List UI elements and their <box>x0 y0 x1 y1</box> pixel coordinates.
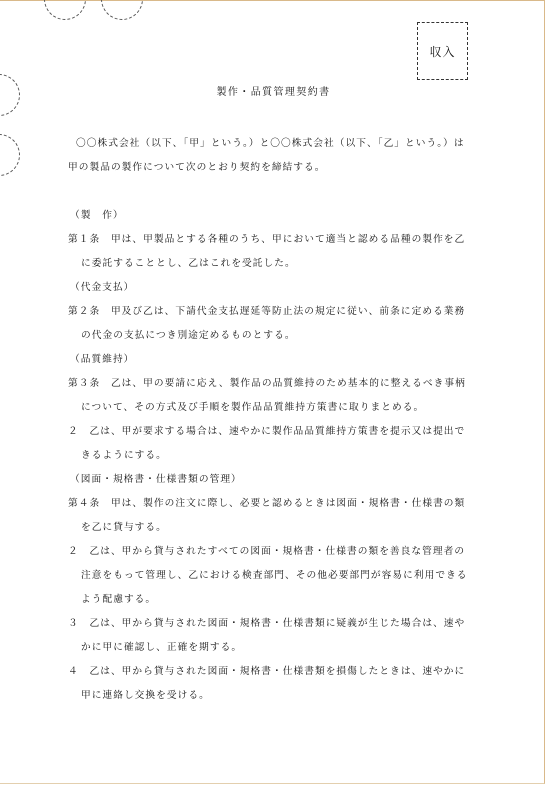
article-line: を乙に貸与する。 <box>81 522 167 533</box>
revenue-stamp-box <box>417 22 468 80</box>
document-title: 製作・品質管理契約書 <box>216 87 331 98</box>
article-line: 注意をもって管理し、乙における検査部門、その他必要部門が容易に利用できる <box>81 570 468 581</box>
article-line: ４ 乙は、甲から貸与された図面・規格書・仕様書類を損傷したときは、速やかに <box>68 666 466 677</box>
section-heading: （代金支払） <box>70 282 135 293</box>
article-line: きるようにする。 <box>81 450 167 461</box>
section-heading: （品質維持） <box>70 354 135 365</box>
article-line: ２ 乙は、甲が要求する場合は、速やかに製作品品質維持方策書を提示又は提出で <box>68 426 466 437</box>
preamble-line: 〇〇株式会社（以下、「甲」という。）と〇〇株式会社（以下、「乙」という。）は <box>76 138 465 149</box>
preamble-line: 甲の製品の製作について次のとおり契約を締結する。 <box>68 162 326 173</box>
article-line: かに甲に確認し、正確を期する。 <box>81 642 243 653</box>
article-line: 第４条 甲は、製作の注文に際し、必要と認めるときは図面・規格書・仕様書の類 <box>68 498 466 509</box>
article-line: の代金の支払につき別途定めるものとする。 <box>81 330 296 341</box>
article-line: に委託することとし、乙はこれを受託した。 <box>81 258 296 269</box>
article-line: 第１条 甲は、甲製品とする各種のうち、甲において適当と認める品種の製作を乙 <box>68 234 466 245</box>
article-line: ２ 乙は、甲から貸与されたすべての図面・規格書・仕様書の類を善良な管理者の <box>68 546 466 557</box>
section-heading: （製 作） <box>70 210 124 221</box>
article-line: ３ 乙は、甲から貸与された図面・規格書・仕様書類に疑義が生じた場合は、速や <box>68 618 466 629</box>
article-line: 第３条 乙は、甲の要請に応え、製作品の品質維持のため基本的に整えるべき事柄 <box>68 378 466 389</box>
article-line: 第２条 甲及び乙は、下請代金支払遅延等防止法の規定に従い、前条に定める業務 <box>68 306 466 317</box>
section-heading: （図面・規格書・仕様書類の管理） <box>70 474 242 485</box>
article-line: について、その方式及び手順を製作品品質維持方策書に取りまとめる。 <box>81 402 425 413</box>
article-line: 甲に連絡し交換を受ける。 <box>81 690 210 701</box>
revenue-stamp-label: 収入 <box>429 44 456 59</box>
article-line: よう配慮する。 <box>81 594 157 605</box>
